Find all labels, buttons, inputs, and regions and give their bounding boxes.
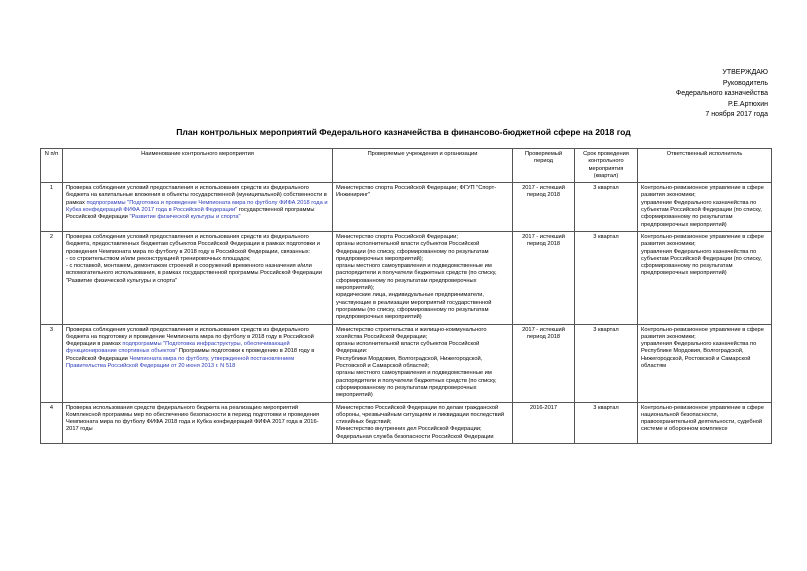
executor-line: управления Федерального казначейства по субъектам Российской Федерации (по списку, сформированному по результатам предпроверочных мероприятий) (641, 248, 762, 277)
cell-num: 4 (41, 402, 63, 443)
entity-line: Министерство строительства и жилищно-коммунального хозяйства Российской Федерации; (336, 326, 487, 340)
cell-name (63, 402, 333, 443)
cell-entities (333, 324, 513, 402)
cell-executor (638, 402, 772, 443)
entity-line: Министерство Российской Федерации по делам гражданской обороны, чрезвычайным ситуациям и ликвидации последствий стихийных бедствий; (336, 404, 505, 426)
cell-num: 2 (41, 231, 63, 324)
name-text: Проверка соблюдения условий предоставления и использования средств из федерального бюджета на подготовку и проведение Чемпионата мира по футболу в 2018 году в Российской Федерации в рамках (66, 326, 314, 348)
table-row (41, 324, 772, 402)
name-text: - с поставкой, монтажем, демонтажом строений и сооружений временного назначения и/или вспомогательного использования, в рамках государственной программы Российской Федерации "Развитие физической культуры и спорта" (66, 263, 322, 284)
cell-period: 2016-2017 (513, 402, 575, 443)
header-name: Наименование контрольного мероприятия (63, 149, 333, 183)
table-row (41, 231, 772, 324)
cell-executor (638, 183, 772, 232)
executor-line: управление Федерального казначейства по субъектам Российской Федерации (по списку, сформированному по результатам предпроверочных мероприятий) (641, 199, 762, 228)
entity-line: Министерство спорта Российской Федерации; (336, 233, 458, 240)
entity-line: Федеральная служба безопасности Российской Федерации (336, 433, 494, 440)
name-text: Программы подготовки к проведению в 2018 году в Российской Федерации (66, 348, 315, 362)
entity-line: юридические лица, индивидуальные предприниматели, участвующие в реализации мероприятий государственной программы (по списку, сформированному по результатам предпроверочных мероприятий) (336, 292, 492, 321)
executor-line: Контрольно-ревизионное управление в сфере национальной безопасности, правоохранительной деятельности, судебной системе и оборонном комплексе (641, 404, 764, 433)
header-executor: Ответственный исполнитель (638, 149, 772, 183)
cell-entities (333, 183, 513, 232)
executor-line: Контрольно-ревизионное управление в сфере развития экономики; (641, 185, 764, 199)
approval-line: УТВЕРЖДАЮ (722, 69, 768, 76)
cell-executor (638, 231, 772, 324)
cell-quarter: 3 квартал (575, 231, 638, 324)
table-row (41, 402, 772, 443)
table-header-row (41, 149, 772, 183)
approval-line: 7 ноября 2017 года (705, 111, 768, 118)
program-link[interactable]: подпрограммы "Подготовка и проведение Чемпионата мира по футболу ФИФА 2018 года и Кубка конфедераций ФИФА 2017 года в Российской Федерации" (66, 199, 328, 214)
approval-line: Р.Е.Артюхин (728, 100, 768, 108)
program-link[interactable]: Чемпионата мира по футболу, утвержденной постановлением Правительства Российской Федерации от 20 июня 2013 г. N 518 (66, 355, 295, 370)
cell-period: 2017 - истекший период 2018 (513, 231, 575, 324)
name-text: Проверка использования средств федерального бюджета на реализацию мероприятий Комплексной программы мер по обеспечению безопасности в период подготовки и проведения Чемпионата мира по футболу ФИФА 2018 года и Кубка конфедераций ФИФА 2017 года в 2016-2017 годы (66, 404, 320, 433)
approval-line: Федерального казначейства (675, 90, 768, 97)
document-title: План контрольных мероприятий Федерального казначейства в финансово-бюджетной сфере на 2018 год (176, 127, 631, 137)
table-row (41, 183, 772, 232)
name-text: государственной программы Российской Федерации (66, 207, 315, 221)
program-link[interactable]: подпрограммы "Подготовка инфраструктуры, обеспечивающей функционирование спортивных объектов" (66, 341, 290, 355)
entity-line: Министерство спорта Российской Федерации; ФГУП "Спорт-Инжиниринг" (336, 185, 497, 199)
cell-name (63, 183, 333, 232)
cell-name (63, 231, 333, 324)
cell-entities (333, 231, 513, 324)
header-period: Проверяемый период (513, 149, 575, 183)
executor-line: Контрольно-ревизионное управление в сфере развития экономики; (641, 326, 764, 340)
cell-quarter: 3 квартал (575, 183, 638, 232)
cell-num: 3 (41, 324, 63, 402)
cell-num: 1 (41, 183, 63, 232)
entity-line: органы исполнительной власти субъектов Российской Федерации: (336, 341, 480, 355)
name-text: Проверка соблюдения условий предоставления и использования средств из федерального бюджета на капитальные вложения в объекты государственной (муниципальной) собственности в рамках (66, 185, 327, 206)
entity-line: Министерство внутренних дел Российской Федерации; (336, 426, 482, 433)
cell-period: 2017 - истекший период 2018 (513, 324, 575, 402)
cell-name (63, 324, 333, 402)
entity-line: органы местного самоуправления и подведомственные им распорядители и получатели бюджетных средств (по списку, сформированному по результатам предпроверочных мероприятий) (336, 370, 497, 399)
approval-line: Руководитель (722, 79, 768, 87)
program-link[interactable]: "Развитие физической культуры и спорта" (129, 214, 241, 221)
cell-period: 2017 - истекший период 2018 (513, 183, 575, 232)
name-text: Проверка соблюдения условий предоставления и использования средств из федерального бюджета, предоставленных бюджетам субъектов Российской Федерации в рамках подготовки и проведения Чемпионата мира по футболу в 2018 году в Российской Федерации, связанных: (66, 233, 320, 255)
cell-quarter: 3 квартал (575, 402, 638, 443)
cell-entities (333, 402, 513, 443)
cell-quarter: 3 квартал (575, 324, 638, 402)
plan-table (40, 148, 772, 444)
executor-line: управления Федерального казначейства по Республике Мордовия, Волгоградской, Нижегородской, Ростовской и Самарской областям (641, 341, 757, 370)
executor-line: Контрольно-ревизионное управление в сфере развития экономики; (641, 233, 764, 248)
entity-line: органы местного самоуправления и подведомственные им распорядители и получатели бюджетных средств (по списку, сформированному по результатам предпроверочных мероприятий); (336, 263, 497, 292)
cell-executor (638, 324, 772, 402)
entity-line: Республики Мордовия, Волгоградской, Нижегородской, Ростовской и Самарской областей; (336, 355, 483, 370)
header-num: N п/п (41, 149, 63, 183)
header-entities: Проверяемые учреждения и организации (333, 149, 513, 183)
entity-line: органы исполнительной власти субъектов Российской Федерации (по списку, сформированному по результатам предпроверочных мероприятий); (336, 241, 489, 262)
name-text: - со строительством и/или реконструкцией тренировочных площадок; (66, 255, 251, 262)
header-quarter: Срок проведения контрольного мероприятия (квартал) (575, 149, 638, 183)
